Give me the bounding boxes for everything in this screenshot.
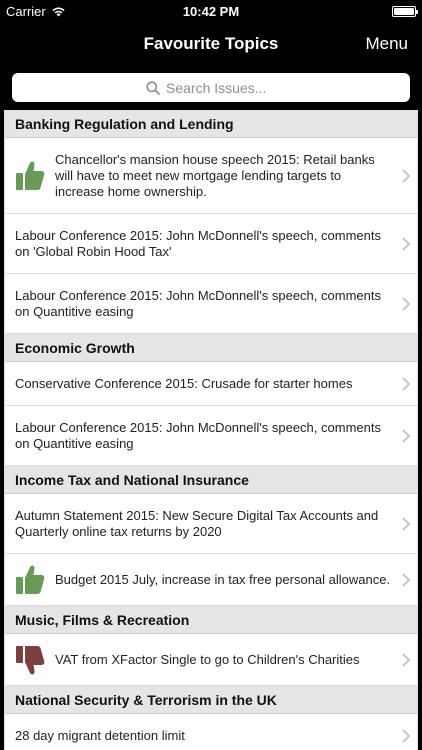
section-header: Banking Regulation and Lending [5, 110, 417, 138]
section-header: Economic Growth [5, 334, 417, 362]
topic-row-label: Budget 2015 July, increase in tax free personal allowance. [55, 571, 391, 587]
chevron-right-icon [401, 297, 411, 311]
status-left [6, 4, 66, 19]
menu-button[interactable]: Menu [365, 34, 408, 53]
topic-row-label: Labour Conference 2015: John McDonnell's speech, comments on 'Global Robin Hood Tax' [15, 227, 381, 259]
topic-row-label: Chancellor's mansion house speech 2015: Retail banks will have to meet new mortgage lending targets to increase home ownership. [55, 151, 375, 199]
chevron-right-icon [401, 169, 411, 183]
chevron-right-icon [401, 573, 411, 587]
chevron-right-icon [401, 517, 411, 531]
wifi-icon [51, 6, 66, 17]
topic-row[interactable] [5, 494, 417, 554]
topic-row[interactable] [5, 634, 417, 686]
topic-row[interactable] [5, 138, 417, 214]
topic-row-label: 28 day migrant detention limit [15, 727, 185, 743]
topic-list[interactable] [4, 110, 418, 750]
section-header: Income Tax and National Insurance [5, 466, 417, 494]
status-time: 10:42 PM [182, 3, 240, 19]
topic-row[interactable] [5, 362, 417, 406]
topic-row[interactable] [5, 274, 417, 334]
topic-row[interactable] [5, 214, 417, 274]
chevron-right-icon [401, 729, 411, 743]
carrier-label: Carrier [6, 3, 46, 19]
status-bar [0, 0, 422, 22]
topic-row[interactable] [5, 406, 417, 466]
page-title: Favourite Topics [143, 34, 279, 53]
topic-row[interactable] [5, 714, 417, 750]
topic-row-label: VAT from XFactor Single to go to Children's Charities [55, 651, 360, 667]
chevron-right-icon [401, 377, 411, 391]
battery-level [394, 8, 414, 15]
search-bar [0, 66, 422, 110]
search-input[interactable] [166, 80, 276, 96]
chevron-right-icon [401, 429, 411, 443]
battery-icon [392, 6, 416, 17]
topic-row[interactable] [5, 554, 417, 606]
chevron-right-icon [401, 237, 411, 251]
search-box[interactable] [12, 73, 410, 102]
navigation-bar [0, 22, 422, 66]
topic-row-label: Labour Conference 2015: John McDonnell's speech, comments on Quantitive easing [15, 419, 381, 451]
thumbs-down-icon [15, 644, 45, 676]
topic-row-label: Labour Conference 2015: John McDonnell's speech, comments on Quantitive easing [15, 287, 381, 319]
thumbs-up-icon [15, 160, 45, 192]
section-header: Music, Films & Recreation [5, 606, 417, 634]
section-header: National Security & Terrorism in the UK [5, 686, 417, 714]
topic-row-label: Autumn Statement 2015: New Secure Digital Tax Accounts and Quarterly online tax returns by 2020 [15, 507, 379, 539]
topic-row-label: Conservative Conference 2015: Crusade for starter homes [15, 375, 353, 391]
thumbs-up-icon [15, 564, 45, 596]
search-icon [146, 81, 160, 95]
chevron-right-icon [401, 653, 411, 667]
